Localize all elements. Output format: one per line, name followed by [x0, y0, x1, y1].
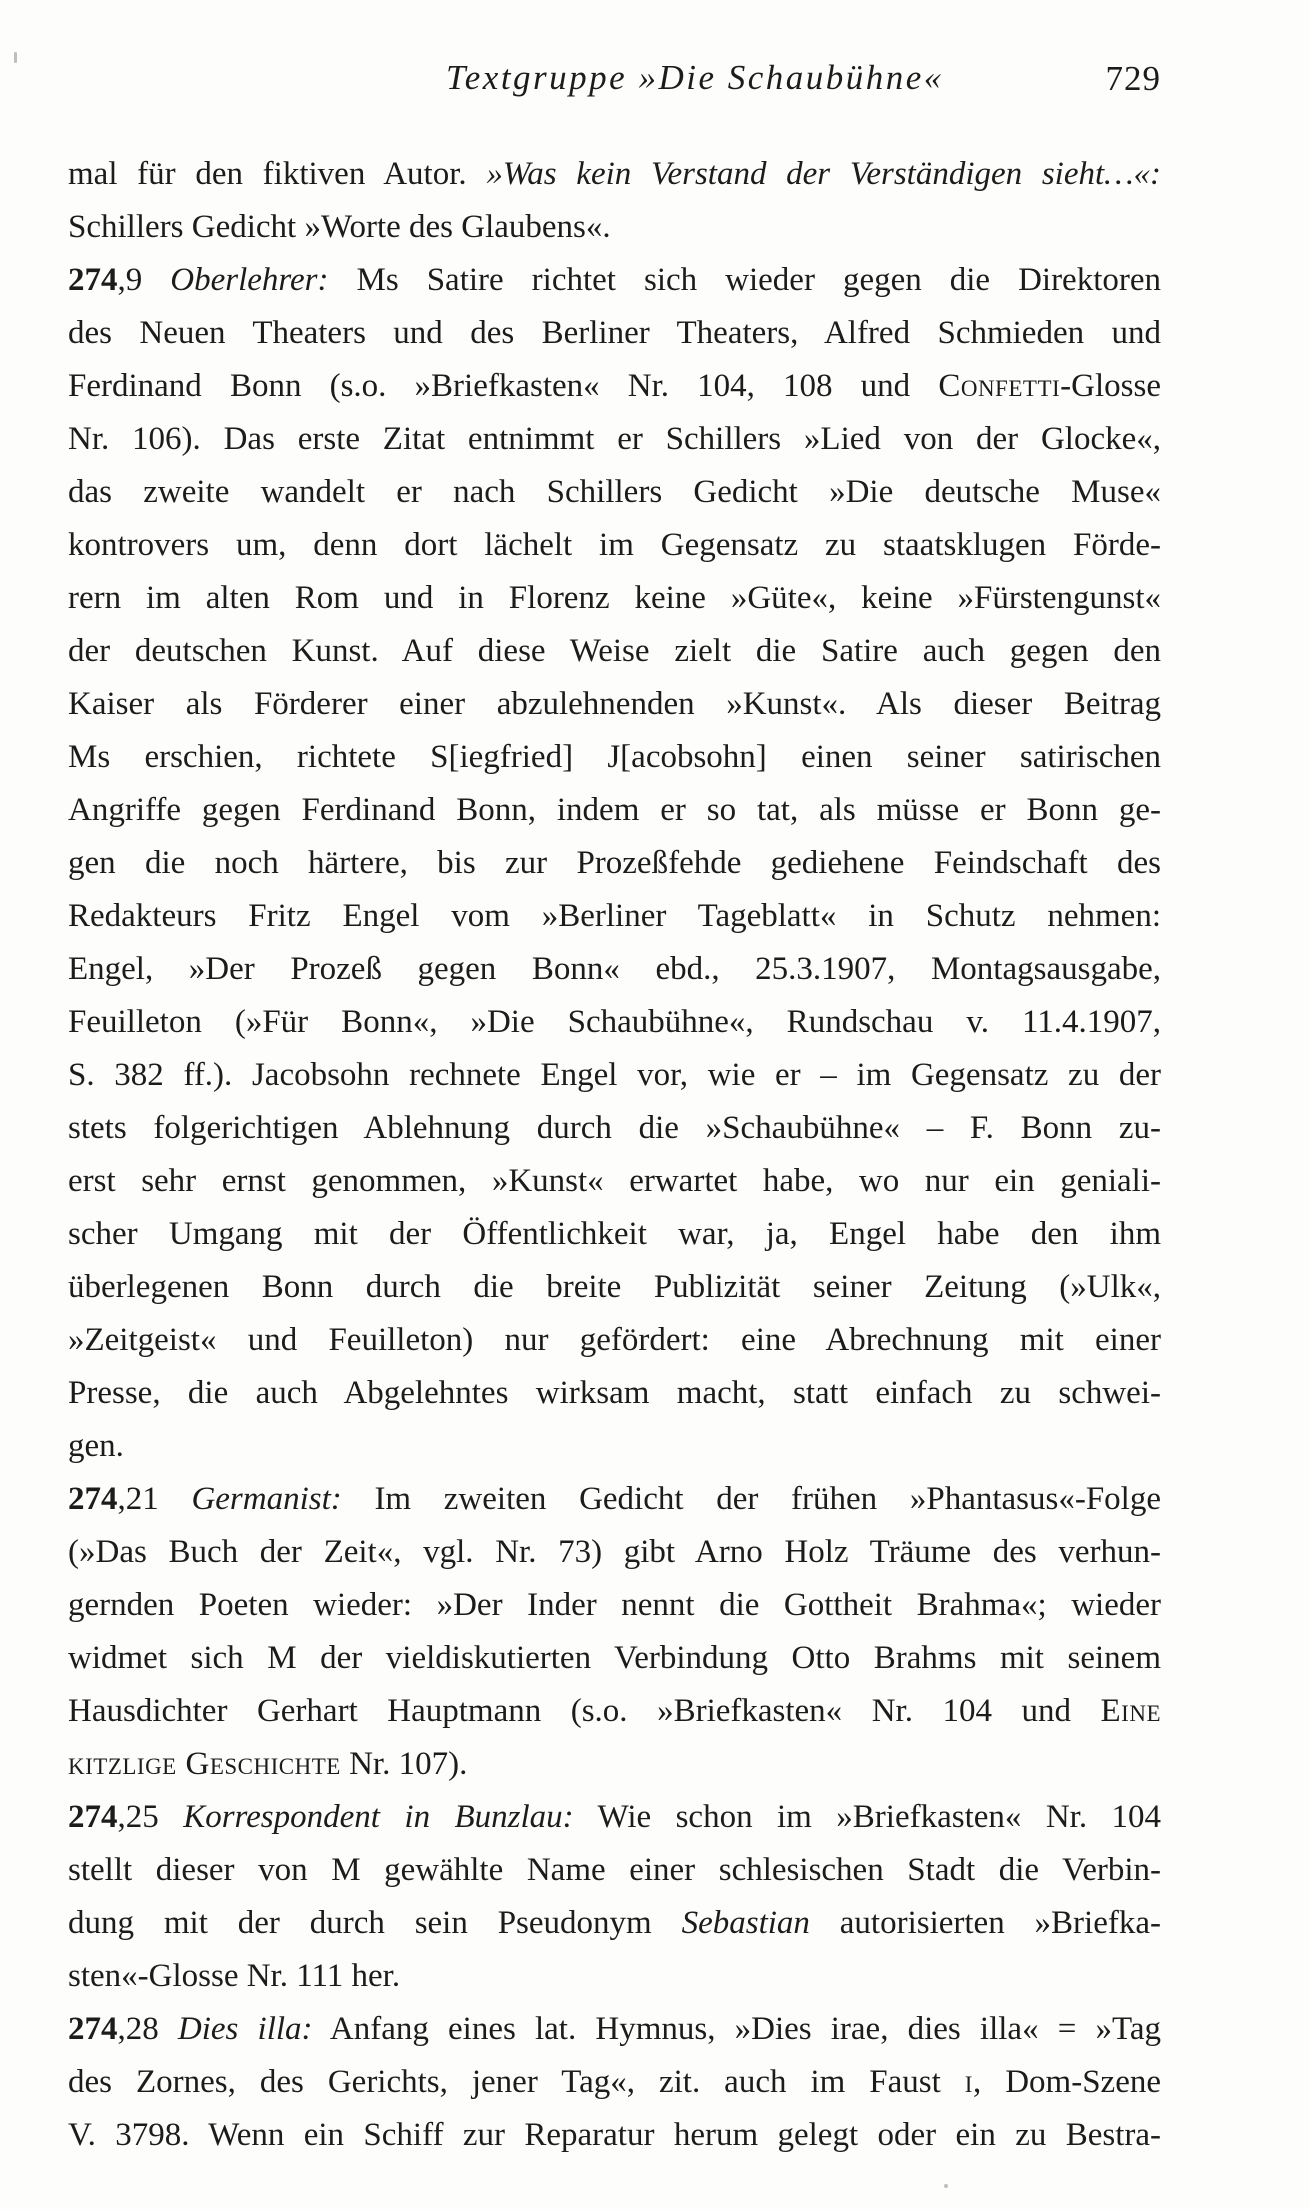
- text-line: [68, 2003, 1161, 2056]
- text-line: [68, 254, 1161, 307]
- text-line: [68, 1102, 1161, 1155]
- text-line: [68, 2056, 1161, 2109]
- text-segment: Oberlehrer:: [170, 262, 329, 298]
- text-segment: überlegenen Bonn durch die breite Publizität seiner Zeitung (»Ulk«,: [68, 1269, 1161, 1305]
- text-line: [68, 837, 1161, 890]
- scan-artifact: [944, 2184, 948, 2188]
- text-line: [68, 1367, 1161, 1420]
- text-line: [68, 1897, 1161, 1950]
- text-segment: Angriffe gegen Ferdinand Bonn, indem er so tat, als müsse er Bonn ge-: [68, 792, 1161, 828]
- text-segment: Im zweiten Gedicht der frühen »Phantasus«-Folge: [341, 1481, 1161, 1517]
- text-line: [68, 1261, 1161, 1314]
- text-line: [68, 201, 1161, 254]
- text-segment: Sebastian: [681, 1905, 810, 1941]
- text-line: [68, 731, 1161, 784]
- text-segment: scher Umgang mit der Öffentlichkeit war, ja, Engel habe den ihm: [68, 1216, 1161, 1252]
- text-segment: Wie schon im »Briefkasten« Nr. 104: [573, 1799, 1161, 1835]
- page-number: 729: [1105, 59, 1161, 98]
- text-line: [68, 890, 1161, 943]
- text-segment: i: [964, 2064, 973, 2100]
- text-segment: Anfang eines lat. Hymnus, »Dies irae, dies illa« = »Tag: [312, 2011, 1161, 2047]
- text-segment: gen die noch härtere, bis zur Prozeßfehde gediehene Feindschaft des: [68, 845, 1161, 881]
- paragraph: [68, 148, 1161, 254]
- text-segment: 274: [68, 1481, 118, 1517]
- text-line: [68, 678, 1161, 731]
- text-segment: 274: [68, 262, 118, 298]
- text-segment: des Zornes, des Gerichts, jener Tag«, zit. auch im Faust: [68, 2064, 965, 2100]
- text-segment: Feuilleton (»Für Bonn«, »Die Schaubühne«, Rundschau v. 11.4.1907,: [68, 1004, 1161, 1040]
- text-segment: kontrovers um, denn dort lächelt im Gegensatz zu staatsklugen Förde-: [68, 527, 1161, 563]
- text-line: [68, 413, 1161, 466]
- text-segment: autorisierten »Briefka-: [809, 1905, 1161, 1941]
- text-segment: Dies illa:: [177, 2011, 313, 2047]
- text-line: [68, 1155, 1161, 1208]
- text-segment: stets folgerichtigen Ablehnung durch die »Schaubühne« – F. Bonn zu-: [68, 1110, 1161, 1146]
- text-line: [68, 148, 1161, 201]
- text-segment: Germanist:: [191, 1481, 342, 1517]
- text-segment: widmet sich M der vieldiskutierten Verbindung Otto Brahms mit seinem: [68, 1640, 1161, 1676]
- text-line: [68, 307, 1161, 360]
- text-segment: der deutschen Kunst. Auf diese Weise zielt die Satire auch gegen den: [68, 633, 1161, 669]
- paragraph: [68, 2003, 1161, 2162]
- text-line: [68, 1314, 1161, 1367]
- text-segment: Engel, »Der Prozeß gegen Bonn« ebd., 25.3.1907, Montagsausgabe,: [68, 951, 1161, 987]
- page-header: [68, 58, 1161, 111]
- running-head-title: Textgruppe »Die Schaubühne«: [446, 58, 944, 97]
- text-segment: das zweite wandelt er nach Schillers Gedicht »Die deutsche Muse«: [68, 474, 1161, 510]
- text-segment: »Was kein Verstand der Verständigen sieht…«:: [486, 156, 1161, 192]
- text-segment: erst sehr ernst genommen, »Kunst« erwartet habe, wo nur ein geniali-: [68, 1163, 1161, 1199]
- text-segment: 274: [68, 2011, 118, 2047]
- text-segment: gernden Poeten wieder: »Der Inder nennt die Gottheit Brahma«; wieder: [68, 1587, 1161, 1623]
- text-segment: Presse, die auch Abgelehntes wirksam macht, statt einfach zu schwei-: [68, 1375, 1161, 1411]
- text-segment: (»Das Buch der Zeit«, vgl. Nr. 73) gibt Arno Holz Träume des verhun-: [68, 1534, 1161, 1570]
- text-line: [68, 1049, 1161, 1102]
- text-segment: rern im alten Rom und in Florenz keine »Güte«, keine »Fürstengunst«: [68, 580, 1161, 616]
- text-line: [68, 1950, 1161, 2003]
- text-line: [68, 625, 1161, 678]
- text-segment: Korrespondent in Bunzlau:: [183, 1799, 574, 1835]
- text-segment: mal für den fiktiven Autor.: [68, 156, 487, 192]
- text-segment: S. 382 ff.). Jacobsohn rechnete Engel vor, wie er – im Gegensatz zu der: [68, 1057, 1161, 1093]
- text-segment: -Glosse: [1060, 368, 1161, 404]
- text-segment: sten«-Glosse Nr. 111 her.: [68, 1958, 401, 1994]
- text-segment: 274: [68, 1799, 118, 1835]
- scan-artifact: [14, 52, 17, 63]
- text-segment: »Zeitgeist« und Feuilleton) nur gefördert: eine Abrechnung mit einer: [68, 1322, 1161, 1358]
- text-segment: Hausdichter Gerhart Hauptmann (s.o. »Briefkasten« Nr. 104 und: [68, 1693, 1101, 1729]
- text-segment: gen.: [68, 1428, 124, 1464]
- text-segment: Nr. 107).: [340, 1746, 468, 1782]
- text-line: [68, 996, 1161, 1049]
- text-line: [68, 1738, 1161, 1791]
- text-line: [68, 1844, 1161, 1897]
- text-line: [68, 1208, 1161, 1261]
- text-segment: V. 3798. Wenn ein Schiff zur Reparatur herum gelegt oder ein zu Bestra-: [68, 2117, 1161, 2153]
- text-line: [68, 1791, 1161, 1844]
- text-line: [68, 1632, 1161, 1685]
- text-line: [68, 572, 1161, 625]
- text-line: [68, 519, 1161, 572]
- text-segment: Nr. 106). Das erste Zitat entnimmt er Schillers »Lied von der Glocke«,: [68, 421, 1161, 457]
- text-line: [68, 1420, 1161, 1473]
- text-line: [68, 1685, 1161, 1738]
- paragraph: [68, 254, 1161, 1473]
- text-segment: , Dom-Szene: [972, 2064, 1161, 2100]
- text-segment: ,9: [117, 262, 171, 298]
- text-segment: Schillers Gedicht »Worte des Glaubens«.: [68, 209, 611, 245]
- text-segment: Redakteurs Fritz Engel vom »Berliner Tageblatt« in Schutz nehmen:: [68, 898, 1161, 934]
- text-line: [68, 360, 1161, 413]
- paragraph: [68, 1473, 1161, 1791]
- text-segment: Eine: [1100, 1693, 1161, 1729]
- text-line: [68, 2109, 1161, 2162]
- text-line: [68, 1579, 1161, 1632]
- text-line: [68, 784, 1161, 837]
- text-line: [68, 1526, 1161, 1579]
- text-segment: ,28: [117, 2011, 178, 2047]
- text-line: [68, 943, 1161, 996]
- text-segment: kitzlige Geschichte: [68, 1746, 341, 1782]
- paragraph: [68, 1791, 1161, 2003]
- text-segment: stellt dieser von M gewählte Name einer schlesischen Stadt die Verbin-: [68, 1852, 1161, 1888]
- text-segment: Kaiser als Förderer einer abzulehnenden »Kunst«. Als dieser Beitrag: [68, 686, 1161, 722]
- text-segment: Ms erschien, richtete S[iegfried] J[acobsohn] einen seiner satirischen: [68, 739, 1161, 775]
- text-line: [68, 466, 1161, 519]
- text-segment: dung mit der durch sein Pseudonym: [68, 1905, 682, 1941]
- text-segment: Ms Satire richtet sich wieder gegen die Direktoren: [328, 262, 1161, 298]
- text-segment: ,25: [117, 1799, 184, 1835]
- text-segment: des Neuen Theaters und des Berliner Theaters, Alfred Schmieden und: [68, 315, 1161, 351]
- text-segment: Confetti: [938, 368, 1061, 404]
- page-body: [68, 148, 1161, 2162]
- text-line: [68, 1473, 1161, 1526]
- text-segment: Ferdinand Bonn (s.o. »Briefkasten« Nr. 104, 108 und: [68, 368, 939, 404]
- text-segment: ,21: [117, 1481, 192, 1517]
